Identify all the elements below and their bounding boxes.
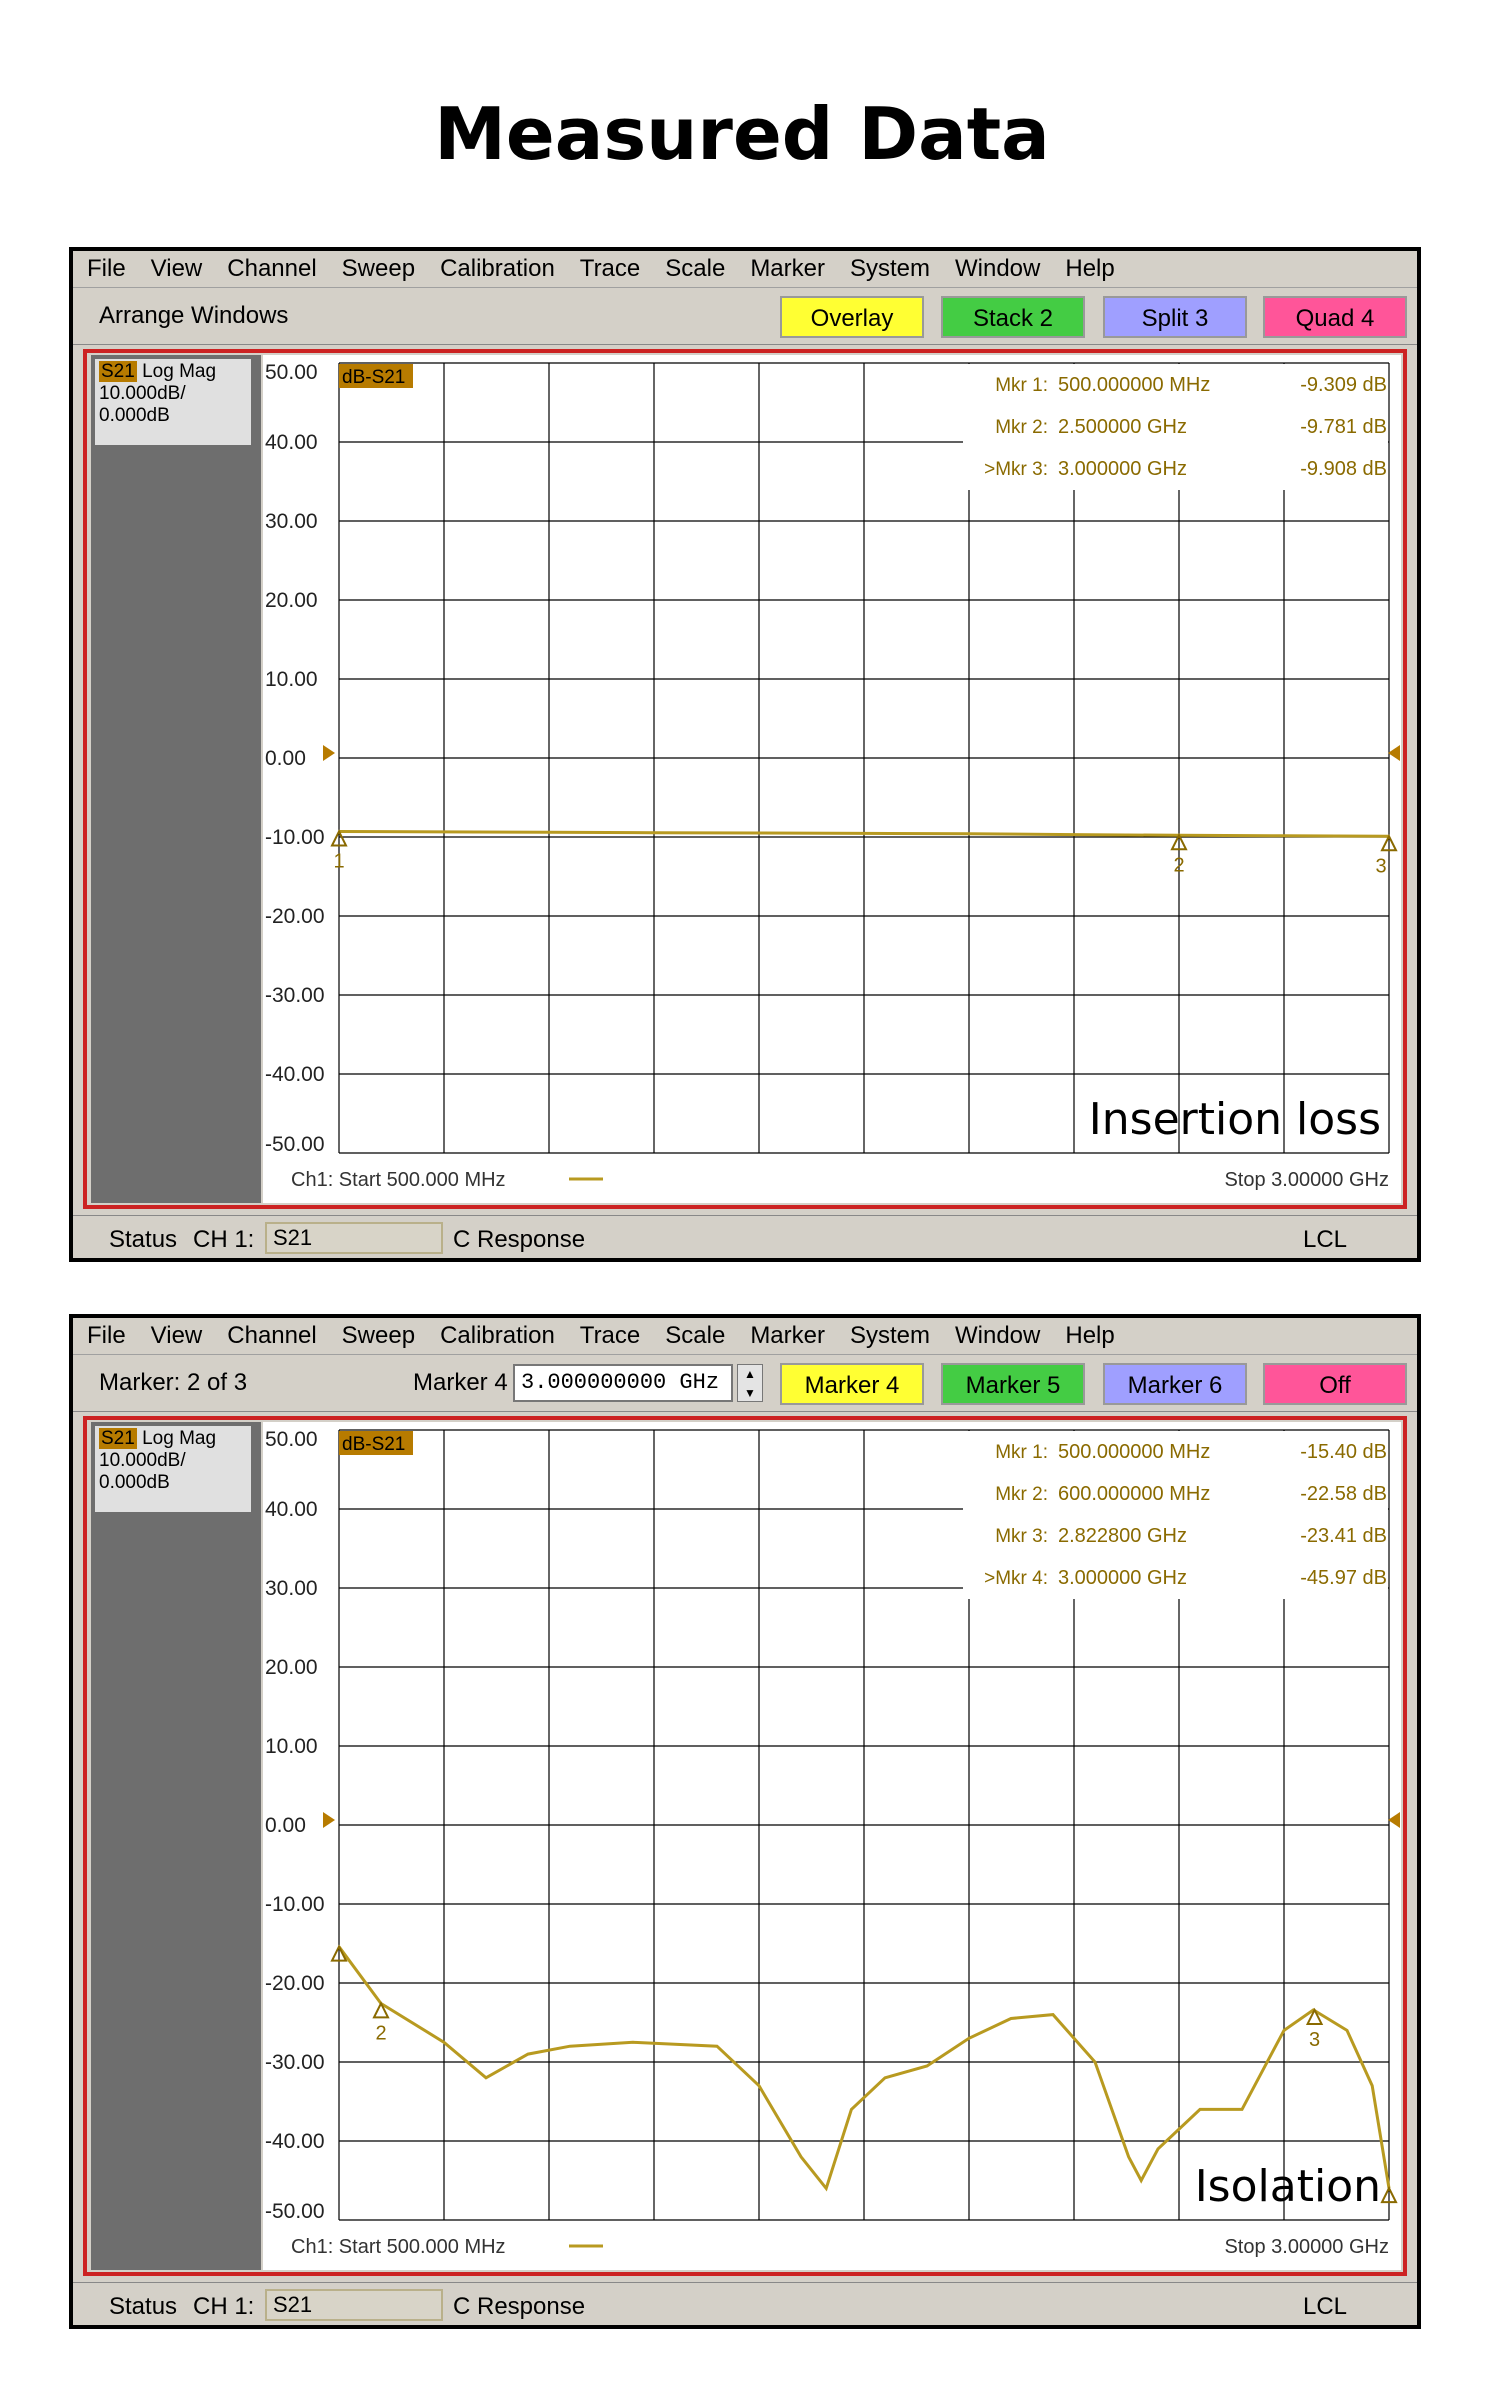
start-frequency: Ch1: Start 500.000 MHz: [291, 2236, 506, 2258]
trace-reference: 0.000dB: [99, 1472, 170, 1493]
lcl-indicator: LCL: [1303, 1226, 1348, 1253]
marker-value: -15.40 dB: [1300, 1441, 1387, 1463]
menu-trace[interactable]: Trace: [579, 255, 641, 282]
menu-scale[interactable]: Scale: [665, 255, 726, 282]
stack-2-button[interactable]: Stack 2: [941, 296, 1085, 338]
y-tick-label: -30.00: [265, 984, 325, 1007]
trace-format: Log Mag: [142, 361, 217, 382]
marker-frequency: 2.500000 GHz: [1058, 416, 1187, 438]
start-frequency: Ch1: Start 500.000 MHz: [291, 1169, 506, 1191]
menu-marker[interactable]: Marker: [750, 255, 825, 282]
trace-label[interactable]: [95, 1426, 251, 1512]
reference-left-icon: [323, 1812, 335, 1828]
reference-left-icon: [323, 745, 335, 761]
status-label: Status: [109, 2293, 178, 2320]
response-mode: C Response: [453, 1226, 586, 1253]
menu-window[interactable]: Window: [955, 255, 1041, 282]
split-3-button[interactable]: Split 3: [1103, 296, 1247, 338]
marker-frequency: 500.000000 MHz: [1058, 1441, 1211, 1463]
marker-name: Mkr 3:: [995, 1526, 1048, 1547]
marker-6-button[interactable]: Marker 6: [1103, 1363, 1247, 1405]
menu-sweep[interactable]: Sweep: [341, 1322, 416, 1349]
marker-name: Mkr 1:: [995, 375, 1048, 396]
marker-frequency: 2.822800 GHz: [1058, 1525, 1187, 1547]
channel-label: CH 1:: [193, 1226, 255, 1253]
trace-tag: dB-S21: [342, 367, 406, 388]
status-label: Status: [109, 1226, 178, 1253]
lcl-indicator: LCL: [1303, 2293, 1348, 2320]
marker-value: -9.781 dB: [1300, 416, 1387, 438]
marker-5-button[interactable]: Marker 5: [941, 1363, 1085, 1405]
response-mode: C Response: [453, 2293, 586, 2320]
chart-area: [263, 355, 1401, 1203]
menu-file[interactable]: File: [87, 1322, 126, 1349]
marker-number: 3: [1309, 2028, 1321, 2051]
y-tick-label: -50.00: [265, 2200, 325, 2223]
menu-bar: [73, 251, 1417, 288]
y-tick-label: -10.00: [265, 1893, 325, 1916]
marker-value: -9.309 dB: [1300, 374, 1387, 396]
marker-name: >Mkr 3:: [984, 459, 1048, 480]
y-tick-label: 0.00: [265, 1814, 306, 1837]
menu-trace[interactable]: Trace: [579, 1322, 641, 1349]
marker-4-button[interactable]: Marker 4: [780, 1363, 924, 1405]
trace-panel: [91, 355, 261, 1203]
menu-sweep[interactable]: Sweep: [341, 255, 416, 282]
measurement-display: [73, 345, 1417, 1215]
toolbar-label: Marker: 2 of 3: [99, 1369, 248, 1396]
trace-param: S21: [101, 1428, 135, 1449]
reference-right-icon: [1388, 745, 1400, 761]
page-title: Measured Data: [434, 92, 1050, 176]
status-param-box[interactable]: S21: [265, 1222, 443, 1254]
marker-value: -45.97 dB: [1300, 1567, 1387, 1589]
status-bar: [73, 1215, 1417, 1258]
insertion-loss-chart: [263, 355, 1401, 1203]
vna-window-isolation: [69, 1314, 1421, 2329]
y-tick-label: -30.00: [265, 2051, 325, 2074]
y-tick-label: -20.00: [265, 1972, 325, 1995]
chart-area: [263, 1422, 1401, 2270]
stop-frequency: Stop 3.00000 GHz: [1224, 1169, 1389, 1191]
y-tick-label: 50.00: [265, 1428, 318, 1451]
y-tick-label: 40.00: [265, 1498, 318, 1521]
menu-view[interactable]: View: [150, 1322, 203, 1349]
trace-param: S21: [101, 361, 135, 382]
marker-frequency-input[interactable]: 3.000000000 GHz: [513, 1364, 733, 1402]
measurement-display: [73, 1412, 1417, 2282]
vna-window-insertion-loss: [69, 247, 1421, 1262]
y-tick-label: 0.00: [265, 747, 306, 770]
spin-updown-icon[interactable]: ▲ ▼: [737, 1364, 763, 1402]
reference-right-icon: [1388, 1812, 1400, 1828]
menu-channel[interactable]: Channel: [227, 1322, 317, 1349]
y-tick-label: 10.00: [265, 668, 318, 691]
y-tick-label: 10.00: [265, 1735, 318, 1758]
chart-annotation: Insertion loss: [1088, 1094, 1381, 1145]
marker-number: 2: [375, 2022, 387, 2045]
overlay-button[interactable]: Overlay: [780, 296, 924, 338]
y-tick-label: 20.00: [265, 589, 318, 612]
y-tick-label: 30.00: [265, 1577, 318, 1600]
trace-reference: 0.000dB: [99, 405, 170, 426]
status-param-box[interactable]: S21: [265, 2289, 443, 2321]
menu-marker[interactable]: Marker: [750, 1322, 825, 1349]
marker-frequency: 3.000000 GHz: [1058, 458, 1187, 480]
marker-frequency: 500.000000 MHz: [1058, 374, 1211, 396]
y-tick-label: 40.00: [265, 431, 318, 454]
menu-help[interactable]: Help: [1065, 1322, 1115, 1349]
trace-scale: 10.000dB/: [99, 383, 186, 404]
menu-system[interactable]: System: [849, 1322, 930, 1349]
status-bar: [73, 2282, 1417, 2325]
y-tick-label: -10.00: [265, 826, 325, 849]
chart-annotation: Isolation: [1194, 2161, 1381, 2212]
menu-view[interactable]: View: [150, 255, 203, 282]
trace-scale: 10.000dB/: [99, 1450, 186, 1471]
marker-number: 3: [1375, 855, 1387, 878]
marker-name: Mkr 2:: [995, 417, 1048, 438]
marker-number: 1: [333, 850, 345, 873]
trace-panel: [91, 1422, 261, 2270]
y-tick-label: -50.00: [265, 1133, 325, 1156]
toolbar: [73, 288, 1417, 345]
y-tick-label: 20.00: [265, 1656, 318, 1679]
isolation-chart: [263, 1422, 1401, 2270]
y-tick-label: -40.00: [265, 2130, 325, 2153]
marker-value: -22.58 dB: [1300, 1483, 1387, 1505]
marker-number: 2: [1173, 854, 1185, 877]
marker-off-button[interactable]: Off: [1263, 1363, 1407, 1405]
marker-entry-label: Marker 4: [413, 1369, 508, 1396]
marker-name: >Mkr 4:: [984, 1568, 1048, 1589]
menu-scale[interactable]: Scale: [665, 1322, 726, 1349]
menu-help[interactable]: Help: [1065, 255, 1115, 282]
trace-format: Log Mag: [142, 1428, 217, 1449]
trace-tag: dB-S21: [342, 1434, 406, 1455]
marker-frequency: 3.000000 GHz: [1058, 1567, 1187, 1589]
quad-4-button[interactable]: Quad 4: [1263, 296, 1407, 338]
menu-calibration[interactable]: Calibration: [440, 255, 555, 282]
y-tick-label: -20.00: [265, 905, 325, 928]
marker-name: Mkr 2:: [995, 1484, 1048, 1505]
y-tick-label: 30.00: [265, 510, 318, 533]
marker-value: -23.41 dB: [1300, 1525, 1387, 1547]
menu-system[interactable]: System: [849, 255, 930, 282]
menu-window[interactable]: Window: [955, 1322, 1041, 1349]
menu-bar: [73, 1318, 1417, 1355]
marker-frequency: 600.000000 MHz: [1058, 1483, 1211, 1505]
stop-frequency: Stop 3.00000 GHz: [1224, 2236, 1389, 2258]
menu-file[interactable]: File: [87, 255, 126, 282]
menu-channel[interactable]: Channel: [227, 255, 317, 282]
y-tick-label: -40.00: [265, 1063, 325, 1086]
menu-calibration[interactable]: Calibration: [440, 1322, 555, 1349]
y-tick-label: 50.00: [265, 361, 318, 384]
toolbar-label: Arrange Windows: [99, 302, 289, 329]
trace-label[interactable]: [95, 359, 251, 445]
toolbar: [73, 1355, 1417, 1412]
marker-value: -9.908 dB: [1300, 458, 1387, 480]
channel-label: CH 1:: [193, 2293, 255, 2320]
marker-name: Mkr 1:: [995, 1442, 1048, 1463]
